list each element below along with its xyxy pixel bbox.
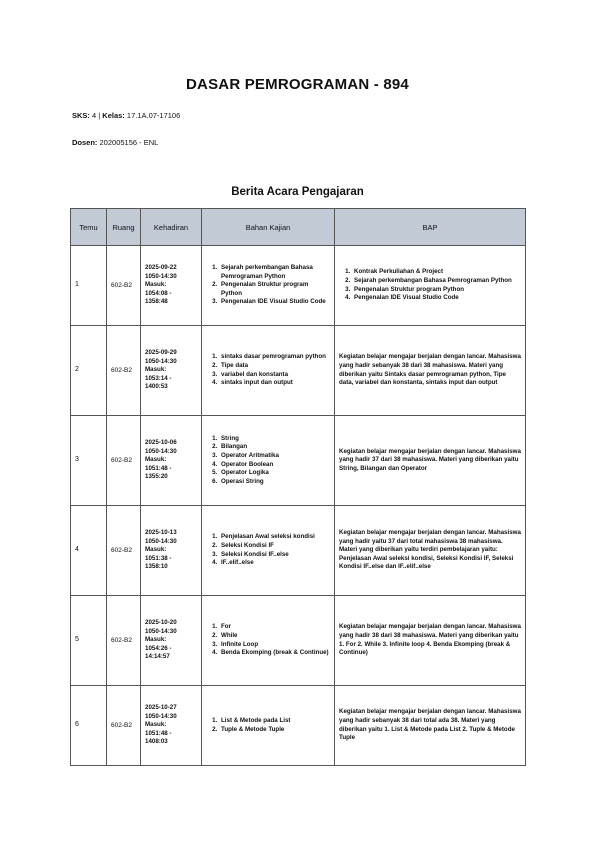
- bahan-list: [206, 264, 330, 307]
- kelas-value: 17.1A.07-17106: [124, 111, 181, 120]
- kehadiran-line: Masuk:: [145, 366, 167, 374]
- kehadiran-line: 1358:10: [145, 563, 168, 571]
- cell-kehadiran: [141, 596, 202, 686]
- cell-kehadiran: [141, 326, 202, 416]
- cell-temu: 1: [71, 246, 107, 326]
- header-bap: BAP: [335, 209, 526, 246]
- cell-bap: [335, 326, 526, 416]
- header-bahan-kajian: Bahan Kajian: [202, 209, 335, 246]
- list-item: 6. Operasi String: [219, 478, 330, 487]
- cell-bahan-kajian: [202, 686, 335, 766]
- kehadiran-line: Masuk:: [145, 456, 167, 464]
- kehadiran-line: Masuk:: [145, 636, 167, 644]
- cell-temu: 4: [71, 506, 107, 596]
- dosen-label: Dosen:: [72, 138, 98, 147]
- table-body: [71, 246, 526, 766]
- kehadiran-line: 1050-14:30: [145, 712, 177, 720]
- bahan-list: [206, 717, 330, 734]
- kehadiran-line: 1054:26 -: [145, 644, 172, 652]
- cell-bap: [335, 246, 526, 326]
- list-item: 5. Operator Logika: [219, 469, 330, 478]
- list-item: 2. Sejarah perkembangan Bahasa Pemrograman Python: [352, 277, 521, 286]
- kehadiran-line: 2025-09-29: [145, 349, 177, 357]
- table-row: [71, 326, 526, 416]
- course-title: DASAR PEMROGRAMAN - 894: [186, 76, 409, 93]
- bap-text: Kegiatan belajar mengajar berjalan dengan lancar. Mahasiswa yang hadir sebanyak 38 dari 38 mahasiswa. Materi yang diberikan yaitu Sintaks dasar pemrograman python, Tipe data, variabel dan konstanta, sintaks input dan output: [339, 353, 521, 387]
- cell-bap: [335, 416, 526, 506]
- course-meta: [72, 111, 180, 120]
- list-item: 2. Tuple & Metode Tuple: [219, 726, 330, 735]
- kehadiran-line: 1358:48: [145, 298, 168, 306]
- cell-bahan-kajian: [202, 246, 335, 326]
- bap-table: [70, 208, 526, 766]
- header-ruang: Ruang: [107, 209, 141, 246]
- list-item: 1. Sejarah perkembangan Bahasa Pemrograman Python: [219, 264, 330, 281]
- bahan-list: [206, 435, 330, 487]
- cell-bahan-kajian: [202, 416, 335, 506]
- cell-temu: 5: [71, 596, 107, 686]
- table-row: [71, 686, 526, 766]
- kehadiran-line: Masuk:: [145, 546, 167, 554]
- kehadiran-line: 2025-10-20: [145, 619, 177, 627]
- kehadiran-line: 1051:38 -: [145, 554, 172, 562]
- sks-value: 4 |: [89, 111, 103, 120]
- list-item: 2. Tipe data: [219, 362, 330, 371]
- cell-kehadiran: [141, 416, 202, 506]
- list-item: 1. List & Metode pada List: [219, 717, 330, 726]
- cell-kehadiran: [141, 686, 202, 766]
- lecturer-meta: [72, 138, 158, 147]
- bahan-list: [206, 623, 330, 657]
- bahan-list: [206, 353, 330, 387]
- bap-text: Kegiatan belajar mengajar berjalan dengan lancar. Mahasiswa yang hadir yaitu 37 dari total mahasiswa 38 mahasiswa. Materi yang diberikan yaitu terdiri pembelajaran yaitu: Penjelasan Awal seleksi kondisi, Seleksi Kondisi IF, Seleksi Kondisi IF..else dan IF..elif..else: [339, 529, 521, 571]
- table-row: [71, 246, 526, 326]
- cell-bap: [335, 596, 526, 686]
- cell-ruang: 602-B2: [107, 596, 141, 686]
- kehadiran-line: 1051:48 -: [145, 464, 172, 472]
- table-header-row: [71, 209, 526, 246]
- kehadiran-line: 2025-10-13: [145, 529, 177, 537]
- list-item: 1. Kontrak Perkuliahan & Project: [352, 268, 521, 277]
- cell-bap: [335, 686, 526, 766]
- kehadiran-line: 1408:03: [145, 738, 168, 746]
- list-item: 1. sintaks dasar pemrograman python: [219, 353, 330, 362]
- list-item: 4. Operator Boolean: [219, 461, 330, 470]
- cell-ruang: 602-B2: [107, 506, 141, 596]
- kehadiran-line: 1051:48 -: [145, 729, 172, 737]
- list-item: 3. Operator Aritmatika: [219, 452, 330, 461]
- cell-ruang: 602-B2: [107, 686, 141, 766]
- kehadiran-line: 1054:08 -: [145, 289, 172, 297]
- cell-kehadiran: [141, 506, 202, 596]
- bap-text: Kegiatan belajar mengajar berjalan dengan lancar. Mahasiswa yang hadir 37 dari 38 mahasiswa. Materi yang diberikan yaitu String, Bilangan dan Operator: [339, 447, 521, 472]
- kehadiran-line: 1400:53: [145, 383, 168, 391]
- table-row: [71, 596, 526, 686]
- list-item: 2. Seleksi Kondisi IF: [219, 542, 330, 551]
- cell-bap: [335, 506, 526, 596]
- kehadiran-line: 1050-14:30: [145, 357, 177, 365]
- cell-ruang: 602-B2: [107, 246, 141, 326]
- cell-bahan-kajian: [202, 326, 335, 416]
- bap-list: [339, 268, 521, 302]
- bap-text: Kegiatan belajar mengajar berjalan dengan lancar. Mahasiswa yang hadir sebanyak 38 dari total ada 38. Materi yang diberikan yaitu 1. List & Metode pada List 2. Tuple & Metode Tuple: [339, 708, 521, 742]
- cell-kehadiran: [141, 246, 202, 326]
- kehadiran-line: 2025-09-22: [145, 264, 177, 272]
- kehadiran-line: 1050-14:30: [145, 272, 177, 280]
- kehadiran-line: 1355:20: [145, 473, 168, 481]
- list-item: 2. Bilangan: [219, 443, 330, 452]
- section-title: Berita Acara Pengajaran: [231, 186, 364, 198]
- kehadiran-line: 2025-10-06: [145, 439, 177, 447]
- cell-bahan-kajian: [202, 506, 335, 596]
- list-item: 1. String: [219, 435, 330, 444]
- kehadiran-line: Masuk:: [145, 281, 167, 289]
- header-temu: Temu: [71, 209, 107, 246]
- list-item: 4. sintaks input dan output: [219, 379, 330, 388]
- kehadiran-line: Masuk:: [145, 721, 167, 729]
- kehadiran-line: 1050-14:30: [145, 447, 177, 455]
- kehadiran-line: 14:14:57: [145, 653, 170, 661]
- kehadiran-line: 2025-10-27: [145, 704, 177, 712]
- kehadiran-line: 1053:14 -: [145, 374, 172, 382]
- cell-bahan-kajian: [202, 596, 335, 686]
- header-kehadiran: Kehadiran: [141, 209, 202, 246]
- list-item: 3. Pengenalan Struktur program Python: [352, 286, 521, 295]
- table-row: [71, 506, 526, 596]
- list-item: 3. Pengenalan IDE Visual Studio Code: [219, 298, 330, 307]
- cell-temu: 6: [71, 686, 107, 766]
- bahan-list: [206, 533, 330, 567]
- list-item: 1. Penjelasan Awal seleksi kondisi: [219, 533, 330, 542]
- list-item: 3. Seleksi Kondisi IF..else: [219, 551, 330, 560]
- sks-label: SKS:: [72, 111, 90, 120]
- kehadiran-line: 1050-14:30: [145, 537, 177, 545]
- list-item: 4. Pengenalan IDE Visual Studio Code: [352, 294, 521, 303]
- cell-ruang: 602-B2: [107, 416, 141, 506]
- table-row: [71, 416, 526, 506]
- cell-temu: 3: [71, 416, 107, 506]
- list-item: 2. While: [219, 632, 330, 641]
- kehadiran-line: 1050-14:30: [145, 627, 177, 635]
- list-item: 4. IF..elif..else: [219, 559, 330, 568]
- cell-temu: 2: [71, 326, 107, 416]
- dosen-value: 202005156 - ENL: [97, 138, 159, 147]
- kelas-label: Kelas:: [102, 111, 125, 120]
- list-item: 3. Infinite Loop: [219, 641, 330, 650]
- list-item: 3. variabel dan konstanta: [219, 371, 330, 380]
- cell-ruang: 602-B2: [107, 326, 141, 416]
- list-item: 4. Benda Ekomping (break & Continue): [219, 649, 330, 658]
- list-item: 1. For: [219, 623, 330, 632]
- list-item: 2. Pengenalan Struktur program Python: [219, 281, 330, 298]
- bap-text: Kegiatan belajar mengajar berjalan dengan lancar. Mahasiswa yang hadir 38 dari 38 mahasiswa. Materi yang diberikan yaitu 1. For 2. While 3. Infinite loop 4. Benda Ekomping (break & Continue): [339, 623, 521, 657]
